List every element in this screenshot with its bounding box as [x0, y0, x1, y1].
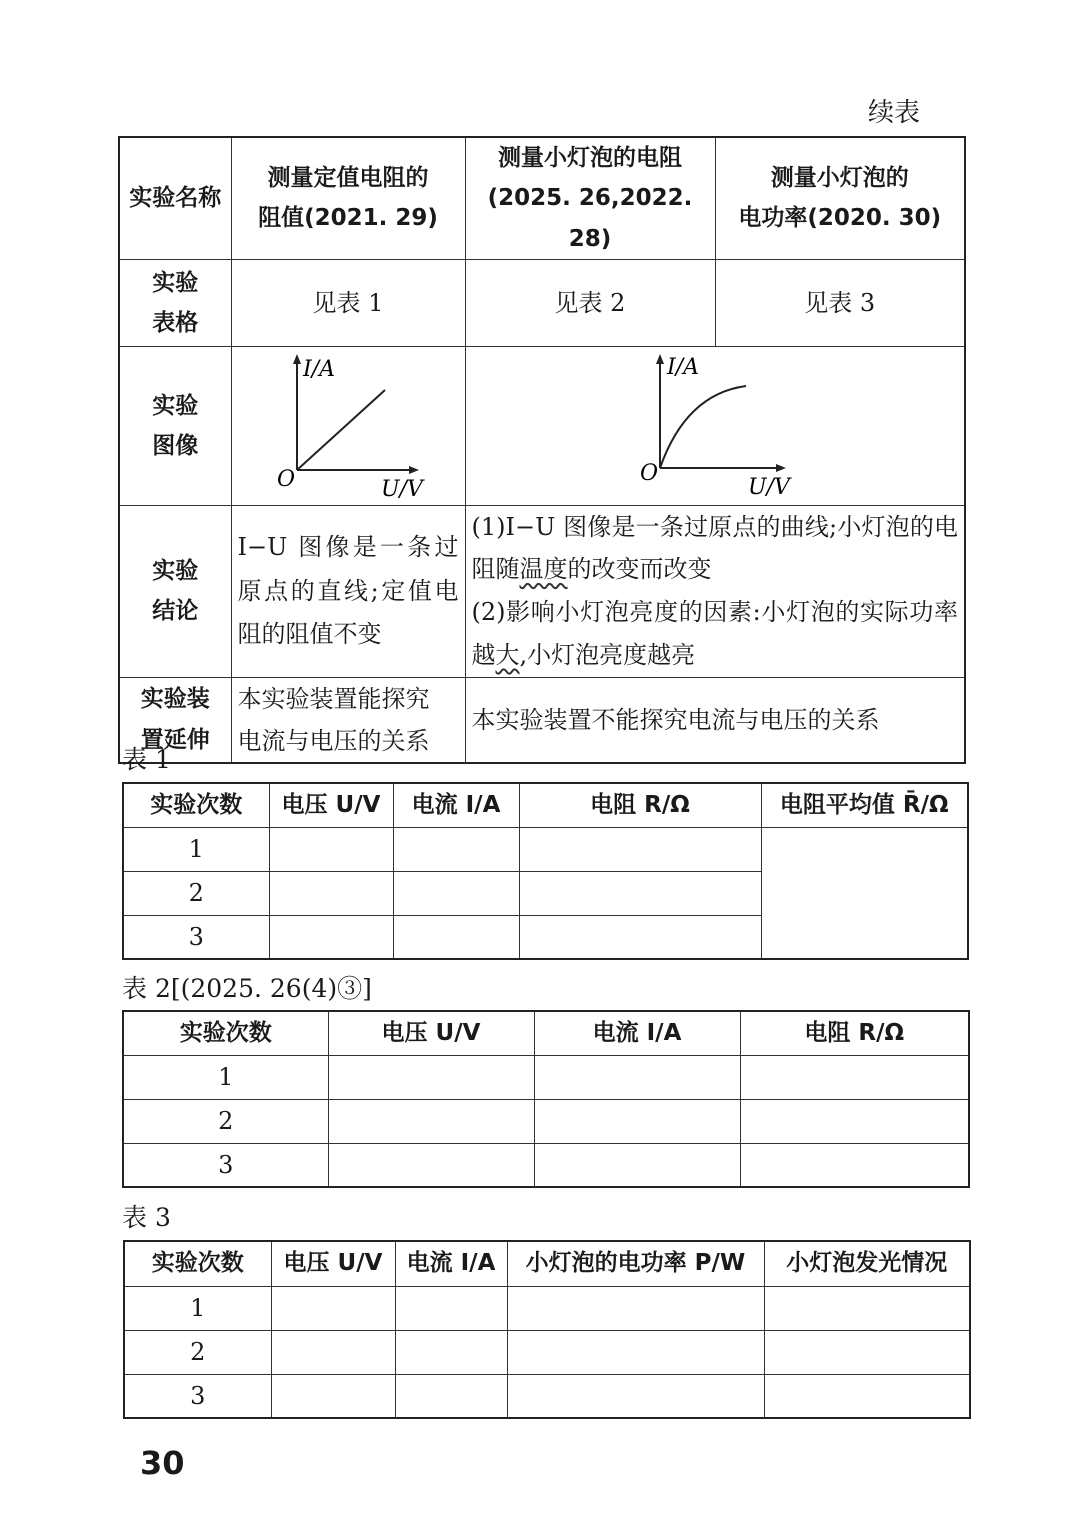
graph1-origin: O	[277, 467, 296, 493]
graph-linear-cell	[231, 346, 465, 505]
table3-header-trial: 实验次数	[124, 1241, 271, 1286]
table2-trial-2: 2	[123, 1099, 328, 1143]
table1-trial-2: 2	[123, 871, 269, 915]
table3-header-current: 电流 I/A	[395, 1241, 507, 1286]
experiment-summary-table	[118, 136, 966, 764]
table2-resistance-input[interactable]	[740, 1099, 969, 1143]
graph2-origin: O	[639, 461, 658, 487]
table2-trial-1: 1	[123, 1055, 328, 1099]
table-row	[123, 827, 968, 871]
table1-header-trial: 实验次数	[123, 783, 269, 827]
table2-header-row	[123, 1011, 969, 1055]
table3-caption: 表 3	[122, 1203, 171, 1232]
table3-trial-1: 1	[124, 1286, 271, 1330]
graph2-y-label: I/A	[666, 355, 699, 381]
table3-power-input[interactable]	[507, 1286, 764, 1330]
table-row	[123, 1099, 969, 1143]
table3-header-power: 小灯泡的电功率 P/W	[507, 1241, 764, 1286]
row-label-graphs: 实验 图像	[119, 346, 231, 505]
table1-header-row	[123, 783, 968, 827]
graph-curve-cell	[465, 346, 965, 505]
table3-header-brightness: 小灯泡发光情况	[764, 1241, 970, 1286]
table2-header-current: 电流 I/A	[534, 1011, 740, 1055]
emphasis-temperature: 温度	[519, 555, 568, 584]
row-experiment-conclusion	[119, 505, 965, 677]
extension-fixed-resistor: 本实验装置能探究 电流与电压的关系	[231, 677, 465, 763]
table1-avg-resistance-input[interactable]	[761, 827, 968, 959]
table2-voltage-input[interactable]	[328, 1055, 534, 1099]
header-row	[119, 137, 965, 259]
row-experiment-graphs	[119, 346, 965, 505]
table2-voltage-input[interactable]	[328, 1099, 534, 1143]
table1-current-input[interactable]	[393, 827, 519, 871]
graph1-x-label: U/V	[381, 477, 423, 503]
row-experiment-tables	[119, 259, 965, 346]
row-label-experiment-name: 实验名称	[119, 137, 231, 259]
table2-resistance-input[interactable]	[740, 1055, 969, 1099]
table3-voltage-input[interactable]	[271, 1330, 395, 1374]
table1-header-voltage: 电压 U/V	[269, 783, 393, 827]
table2-header-trial: 实验次数	[123, 1011, 328, 1055]
conclusion-lamp-point-1: (1)I−U 图像是一条过原点的曲线;小灯泡的电阻随温度的改变而改变	[471, 512, 958, 584]
table1-current-input[interactable]	[393, 915, 519, 959]
table3-current-input[interactable]	[395, 1330, 507, 1374]
conclusion-lamp	[465, 505, 965, 677]
table3-header-row	[124, 1241, 970, 1286]
table2-caption: 表 2[(2025. 26(4)③]	[122, 974, 372, 1003]
table1-header-avg-resistance: 电阻平均值 R̄/Ω	[761, 783, 968, 827]
table1-resistance-input[interactable]	[519, 827, 761, 871]
table-row	[123, 1055, 969, 1099]
table3-trial-3: 3	[124, 1374, 271, 1418]
table2-header-voltage: 电压 U/V	[328, 1011, 534, 1055]
extension-lamp: 本实验装置不能探究电流与电压的关系	[465, 677, 965, 763]
table-2	[122, 1010, 970, 1188]
header-lamp-power: 测量小灯泡的 电功率(2020. 30)	[715, 137, 965, 259]
table2-current-input[interactable]	[534, 1055, 740, 1099]
table1-resistance-input[interactable]	[519, 871, 761, 915]
table3-brightness-input[interactable]	[764, 1330, 970, 1374]
header-lamp-resistance: 测量小灯泡的电阻 (2025. 26,2022. 28)	[465, 137, 715, 259]
graph2-x-label: U/V	[747, 475, 790, 501]
iu-curve-graph	[466, 348, 962, 503]
table-row	[124, 1374, 970, 1418]
table-row	[124, 1330, 970, 1374]
table1-voltage-input[interactable]	[269, 915, 393, 959]
row-label-conclusion: 实验 结论	[119, 505, 231, 677]
iu-linear-graph	[233, 348, 463, 503]
table1-resistance-input[interactable]	[519, 915, 761, 959]
table2-resistance-input[interactable]	[740, 1143, 969, 1187]
table1-voltage-input[interactable]	[269, 871, 393, 915]
table3-header-voltage: 电压 U/V	[271, 1241, 395, 1286]
row-label-tables: 实验 表格	[119, 259, 231, 346]
table1-header-current: 电流 I/A	[393, 783, 519, 827]
ref-table-3: 见表 3	[715, 259, 965, 346]
table3-voltage-input[interactable]	[271, 1374, 395, 1418]
row-label-extension: 实验装 置延伸	[119, 677, 231, 763]
table-row	[124, 1286, 970, 1330]
table3-current-input[interactable]	[395, 1374, 507, 1418]
table-row	[123, 1143, 969, 1187]
table3-voltage-input[interactable]	[271, 1286, 395, 1330]
table1-voltage-input[interactable]	[269, 827, 393, 871]
table2-current-input[interactable]	[534, 1143, 740, 1187]
table-1	[122, 782, 969, 960]
emphasis-larger: 大	[495, 640, 520, 669]
header-fixed-resistor: 测量定值电阻的 阻值(2021. 29)	[231, 137, 465, 259]
ref-table-2: 见表 2	[465, 259, 715, 346]
table1-caption: 表 1	[122, 745, 171, 774]
table-3	[123, 1240, 971, 1419]
page-number: 30	[140, 1444, 185, 1482]
ref-table-1: 见表 1	[231, 259, 465, 346]
table2-current-input[interactable]	[534, 1099, 740, 1143]
conclusion-fixed-resistor: I−U 图像是一条过原点的直线;定值电阻的阻值不变	[231, 505, 465, 677]
table3-power-input[interactable]	[507, 1330, 764, 1374]
table3-current-input[interactable]	[395, 1286, 507, 1330]
table2-voltage-input[interactable]	[328, 1143, 534, 1187]
conclusion-lamp-point-2: (2)影响小灯泡亮度的因素:小灯泡的实际功率越大,小灯泡亮度越亮	[471, 598, 958, 669]
graph1-y-label: I/A	[303, 357, 335, 383]
table2-trial-3: 3	[123, 1143, 328, 1187]
table3-brightness-input[interactable]	[764, 1286, 970, 1330]
table3-brightness-input[interactable]	[764, 1374, 970, 1418]
row-apparatus-extension	[119, 677, 965, 763]
table2-header-resistance: 电阻 R/Ω	[740, 1011, 969, 1055]
table1-trial-1: 1	[123, 827, 269, 871]
table1-current-input[interactable]	[393, 871, 519, 915]
table1-trial-3: 3	[123, 915, 269, 959]
table3-trial-2: 2	[124, 1330, 271, 1374]
table3-power-input[interactable]	[507, 1374, 764, 1418]
table1-header-resistance: 电阻 R/Ω	[519, 783, 761, 827]
continued-label: 续表	[868, 98, 921, 128]
